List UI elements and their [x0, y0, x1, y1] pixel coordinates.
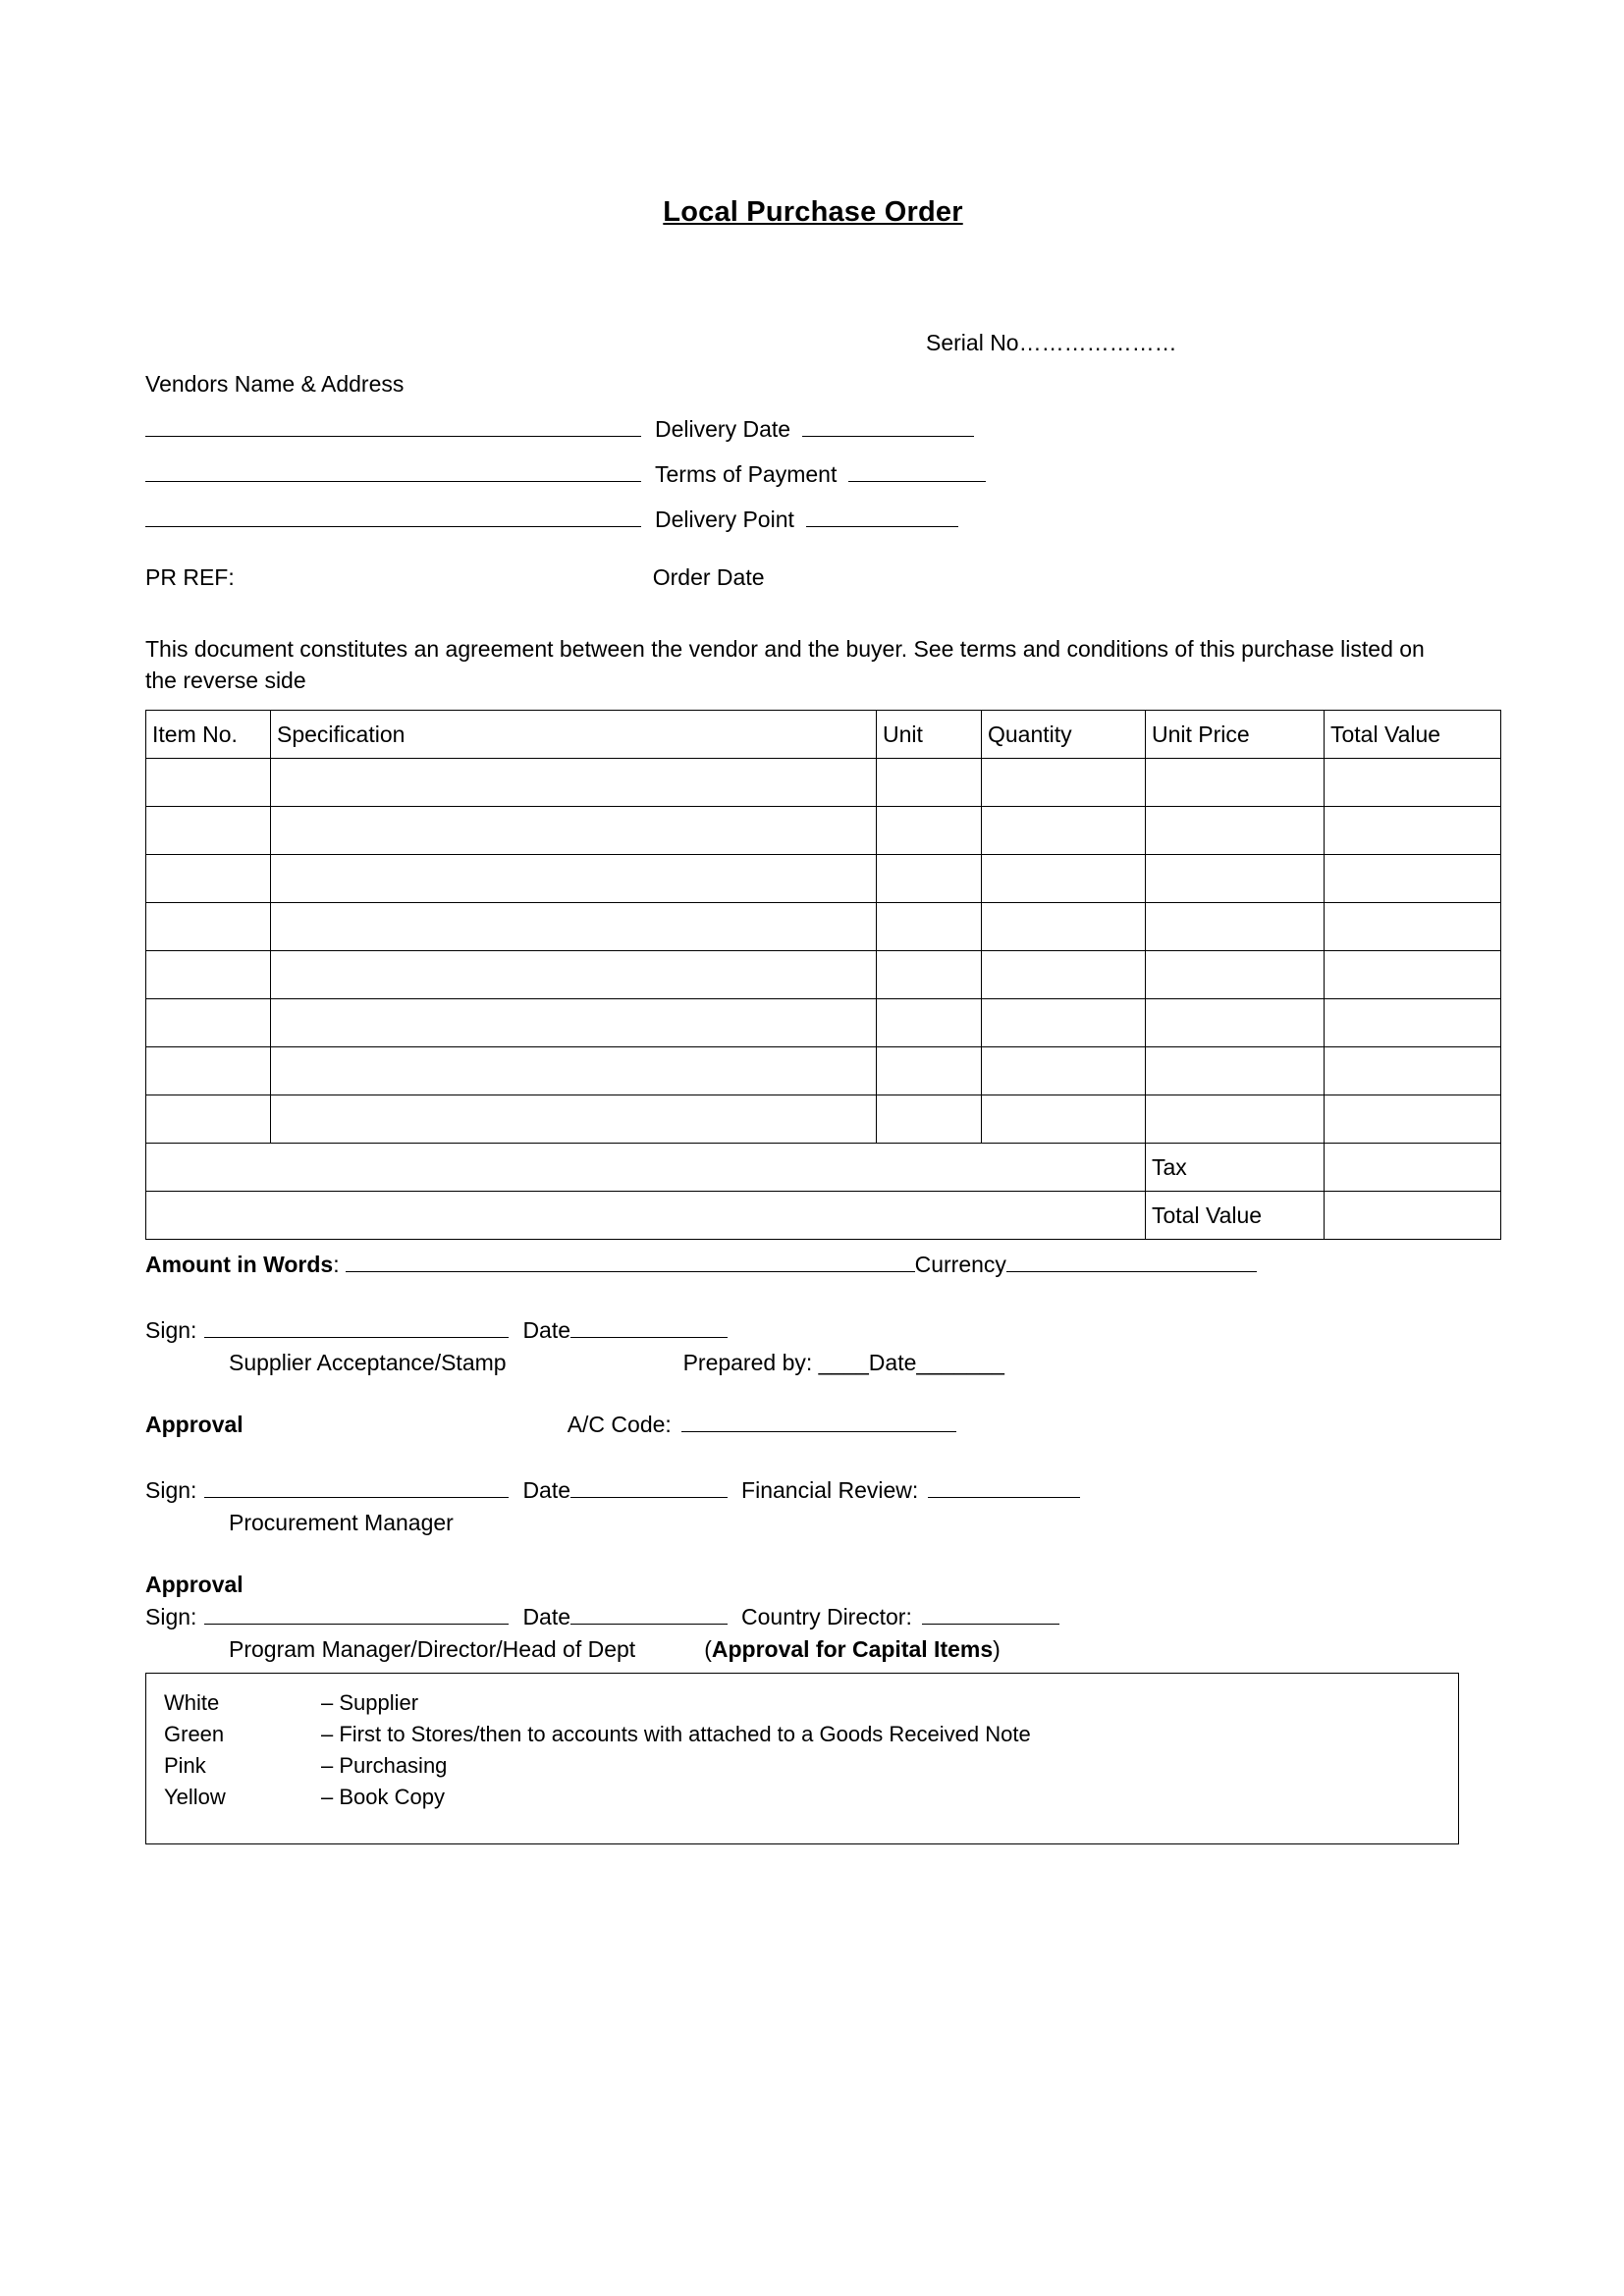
list-item — [164, 1719, 1458, 1750]
vendor-address-line-2-row — [145, 459, 1481, 488]
cell-total-value[interactable] — [1325, 1095, 1501, 1144]
prepared-by-label[interactable]: Prepared by: ____Date_______ — [682, 1350, 1004, 1376]
ac-code-field[interactable] — [681, 1410, 956, 1432]
cell-unit-price[interactable] — [1146, 1095, 1325, 1144]
cell-quantity[interactable] — [982, 999, 1146, 1047]
cell-item-no[interactable] — [146, 999, 271, 1047]
approval-1-heading-row — [145, 1410, 1481, 1438]
agreement-paragraph: This document constitutes an agreement between the vendor and the buyer. See terms and conditions of this purchase listed on the reverse side — [145, 636, 1425, 693]
cell-specification[interactable] — [271, 1095, 877, 1144]
cell-total-value[interactable] — [1325, 903, 1501, 951]
approval-heading-1: Approval — [145, 1412, 244, 1438]
financial-review-field[interactable] — [928, 1475, 1080, 1498]
vendors-name-address-label: Vendors Name & Address — [145, 371, 405, 397]
capital-items-note — [704, 1636, 1001, 1663]
cell-total-value[interactable] — [1325, 807, 1501, 855]
terms-of-payment-field[interactable] — [848, 459, 986, 482]
cell-quantity[interactable] — [982, 855, 1146, 903]
copies-distribution-box — [145, 1673, 1459, 1844]
pr-ref-row — [145, 564, 1481, 591]
cell-unit[interactable] — [877, 951, 982, 999]
vendor-address-line-2-field[interactable] — [145, 459, 641, 482]
supplier-sign-row — [145, 1315, 1481, 1344]
table-row — [146, 855, 1501, 903]
program-manager-sign-label: Sign: — [145, 1604, 197, 1630]
supplier-sign-field[interactable] — [204, 1315, 509, 1338]
capital-items-note-open: ( — [704, 1636, 712, 1663]
cell-total-value[interactable] — [1325, 951, 1501, 999]
total-row-spacer — [146, 1192, 1146, 1240]
supplier-caption-row — [145, 1350, 1481, 1376]
cell-total-value[interactable] — [1325, 1047, 1501, 1095]
table-row — [146, 903, 1501, 951]
cell-unit-price[interactable] — [1146, 855, 1325, 903]
program-manager-date-label: Date — [522, 1604, 571, 1630]
cell-total-value[interactable] — [1325, 759, 1501, 807]
tax-label: Tax — [1146, 1144, 1325, 1192]
cell-specification[interactable] — [271, 999, 877, 1047]
cell-specification[interactable] — [271, 807, 877, 855]
header-unit: Unit — [877, 711, 982, 759]
cell-item-no[interactable] — [146, 1047, 271, 1095]
amount-in-words-label: Amount in Words — [145, 1252, 334, 1278]
tax-row-spacer — [146, 1144, 1146, 1192]
tax-value-field[interactable] — [1325, 1144, 1501, 1192]
vendor-address-line-1-field[interactable] — [145, 414, 641, 437]
cell-quantity[interactable] — [982, 807, 1146, 855]
total-value-label: Total Value — [1146, 1192, 1325, 1240]
program-manager-caption-row — [145, 1636, 1481, 1663]
supplier-sign-label: Sign: — [145, 1317, 197, 1344]
terms-of-payment-label: Terms of Payment — [655, 461, 838, 487]
copy-color-yellow: Yellow — [164, 1785, 226, 1810]
cell-specification[interactable] — [271, 1047, 877, 1095]
cell-unit-price[interactable] — [1146, 759, 1325, 807]
copy-desc-white: – Supplier — [321, 1690, 419, 1716]
pr-ref-label: PR REF: — [145, 564, 235, 590]
currency-label: Currency — [914, 1252, 1006, 1278]
cell-quantity[interactable] — [982, 759, 1146, 807]
cell-unit-price[interactable] — [1146, 903, 1325, 951]
program-manager-date-field[interactable] — [570, 1602, 728, 1625]
total-row — [146, 1192, 1501, 1240]
cell-unit-price[interactable] — [1146, 1047, 1325, 1095]
cell-unit[interactable] — [877, 1095, 982, 1144]
procurement-date-field[interactable] — [570, 1475, 728, 1498]
cell-total-value[interactable] — [1325, 855, 1501, 903]
cell-quantity[interactable] — [982, 903, 1146, 951]
amount-in-words-colon: : — [333, 1252, 340, 1278]
vendor-address-line-3-row — [145, 505, 1481, 533]
cell-unit[interactable] — [877, 999, 982, 1047]
approval-heading-2: Approval — [145, 1572, 244, 1598]
copy-desc-yellow: – Book Copy — [321, 1785, 445, 1810]
currency-field[interactable] — [1006, 1250, 1257, 1272]
country-director-label: Country Director: — [741, 1604, 912, 1630]
cell-specification[interactable] — [271, 903, 877, 951]
vendor-address-line-1-row — [145, 414, 1481, 443]
cell-item-no[interactable] — [146, 855, 271, 903]
copy-color-white: White — [164, 1690, 220, 1716]
amount-in-words-field[interactable] — [346, 1250, 915, 1272]
cell-unit[interactable] — [877, 903, 982, 951]
table-header-row — [146, 711, 1501, 759]
document-content — [145, 0, 1481, 1844]
delivery-point-label: Delivery Point — [655, 507, 794, 532]
tax-row — [146, 1144, 1501, 1192]
cell-unit-price[interactable] — [1146, 999, 1325, 1047]
copy-desc-pink: – Purchasing — [321, 1753, 448, 1779]
table-row — [146, 1047, 1501, 1095]
program-manager-caption: Program Manager/Director/Head of Dept — [229, 1636, 636, 1663]
list-item — [164, 1782, 1458, 1813]
table-row — [146, 999, 1501, 1047]
program-manager-sign-row — [145, 1602, 1481, 1630]
cell-unit-price[interactable] — [1146, 807, 1325, 855]
table-row — [146, 1095, 1501, 1144]
financial-review-label: Financial Review: — [741, 1477, 919, 1504]
procurement-date-label: Date — [522, 1477, 571, 1504]
cell-unit-price[interactable] — [1146, 951, 1325, 999]
cell-specification[interactable] — [271, 855, 877, 903]
program-manager-sign-field[interactable] — [204, 1602, 509, 1625]
line-items-table — [145, 710, 1501, 1240]
header-quantity: Quantity — [982, 711, 1146, 759]
vendor-address-line-3-field[interactable] — [145, 505, 641, 527]
cell-item-no[interactable] — [146, 1095, 271, 1144]
procurement-manager-caption: Procurement Manager — [229, 1510, 454, 1536]
cell-quantity[interactable] — [982, 1047, 1146, 1095]
copy-color-pink: Pink — [164, 1753, 206, 1779]
cell-specification[interactable] — [271, 951, 877, 999]
amount-in-words-row — [145, 1250, 1481, 1278]
procurement-sign-label: Sign: — [145, 1477, 197, 1504]
cell-unit[interactable] — [877, 855, 982, 903]
serial-number-label: Serial No………………… — [926, 330, 1177, 355]
list-item — [164, 1750, 1458, 1782]
order-date-label: Order Date — [652, 564, 765, 590]
ac-code-label: A/C Code: — [567, 1412, 672, 1438]
supplier-acceptance-caption: Supplier Acceptance/Stamp — [229, 1350, 507, 1376]
copy-desc-green: – First to Stores/then to accounts with attached to a Goods Received Note — [321, 1722, 1031, 1747]
cell-quantity[interactable] — [982, 1095, 1146, 1144]
total-value-field[interactable] — [1325, 1192, 1501, 1240]
procurement-sign-row — [145, 1475, 1481, 1504]
header-total-value: Total Value — [1325, 711, 1501, 759]
cell-specification[interactable] — [271, 759, 877, 807]
supplier-date-field[interactable] — [570, 1315, 728, 1338]
country-director-field[interactable] — [922, 1602, 1059, 1625]
capital-items-note-bold: Approval for Capital Items — [711, 1636, 994, 1663]
copy-color-green: Green — [164, 1722, 225, 1747]
header-specification: Specification — [271, 711, 877, 759]
header-unit-price: Unit Price — [1146, 711, 1325, 759]
list-item — [164, 1687, 1458, 1719]
cell-unit[interactable] — [877, 1047, 982, 1095]
capital-items-note-close: ) — [993, 1636, 1001, 1663]
cell-item-no[interactable] — [146, 759, 271, 807]
procurement-sign-field[interactable] — [204, 1475, 509, 1498]
cell-total-value[interactable] — [1325, 999, 1501, 1047]
cell-unit[interactable] — [877, 759, 982, 807]
cell-item-no[interactable] — [146, 903, 271, 951]
supplier-date-label: Date — [522, 1317, 571, 1344]
delivery-date-field[interactable] — [802, 414, 974, 437]
table-row — [146, 759, 1501, 807]
page-title: Local Purchase Order — [663, 196, 963, 228]
cell-quantity[interactable] — [982, 951, 1146, 999]
cell-item-no[interactable] — [146, 951, 271, 999]
table-row — [146, 807, 1501, 855]
delivery-point-field[interactable] — [806, 505, 958, 527]
header-item-no: Item No. — [146, 711, 271, 759]
cell-unit[interactable] — [877, 807, 982, 855]
cell-item-no[interactable] — [146, 807, 271, 855]
table-row — [146, 951, 1501, 999]
delivery-date-label: Delivery Date — [655, 416, 791, 442]
